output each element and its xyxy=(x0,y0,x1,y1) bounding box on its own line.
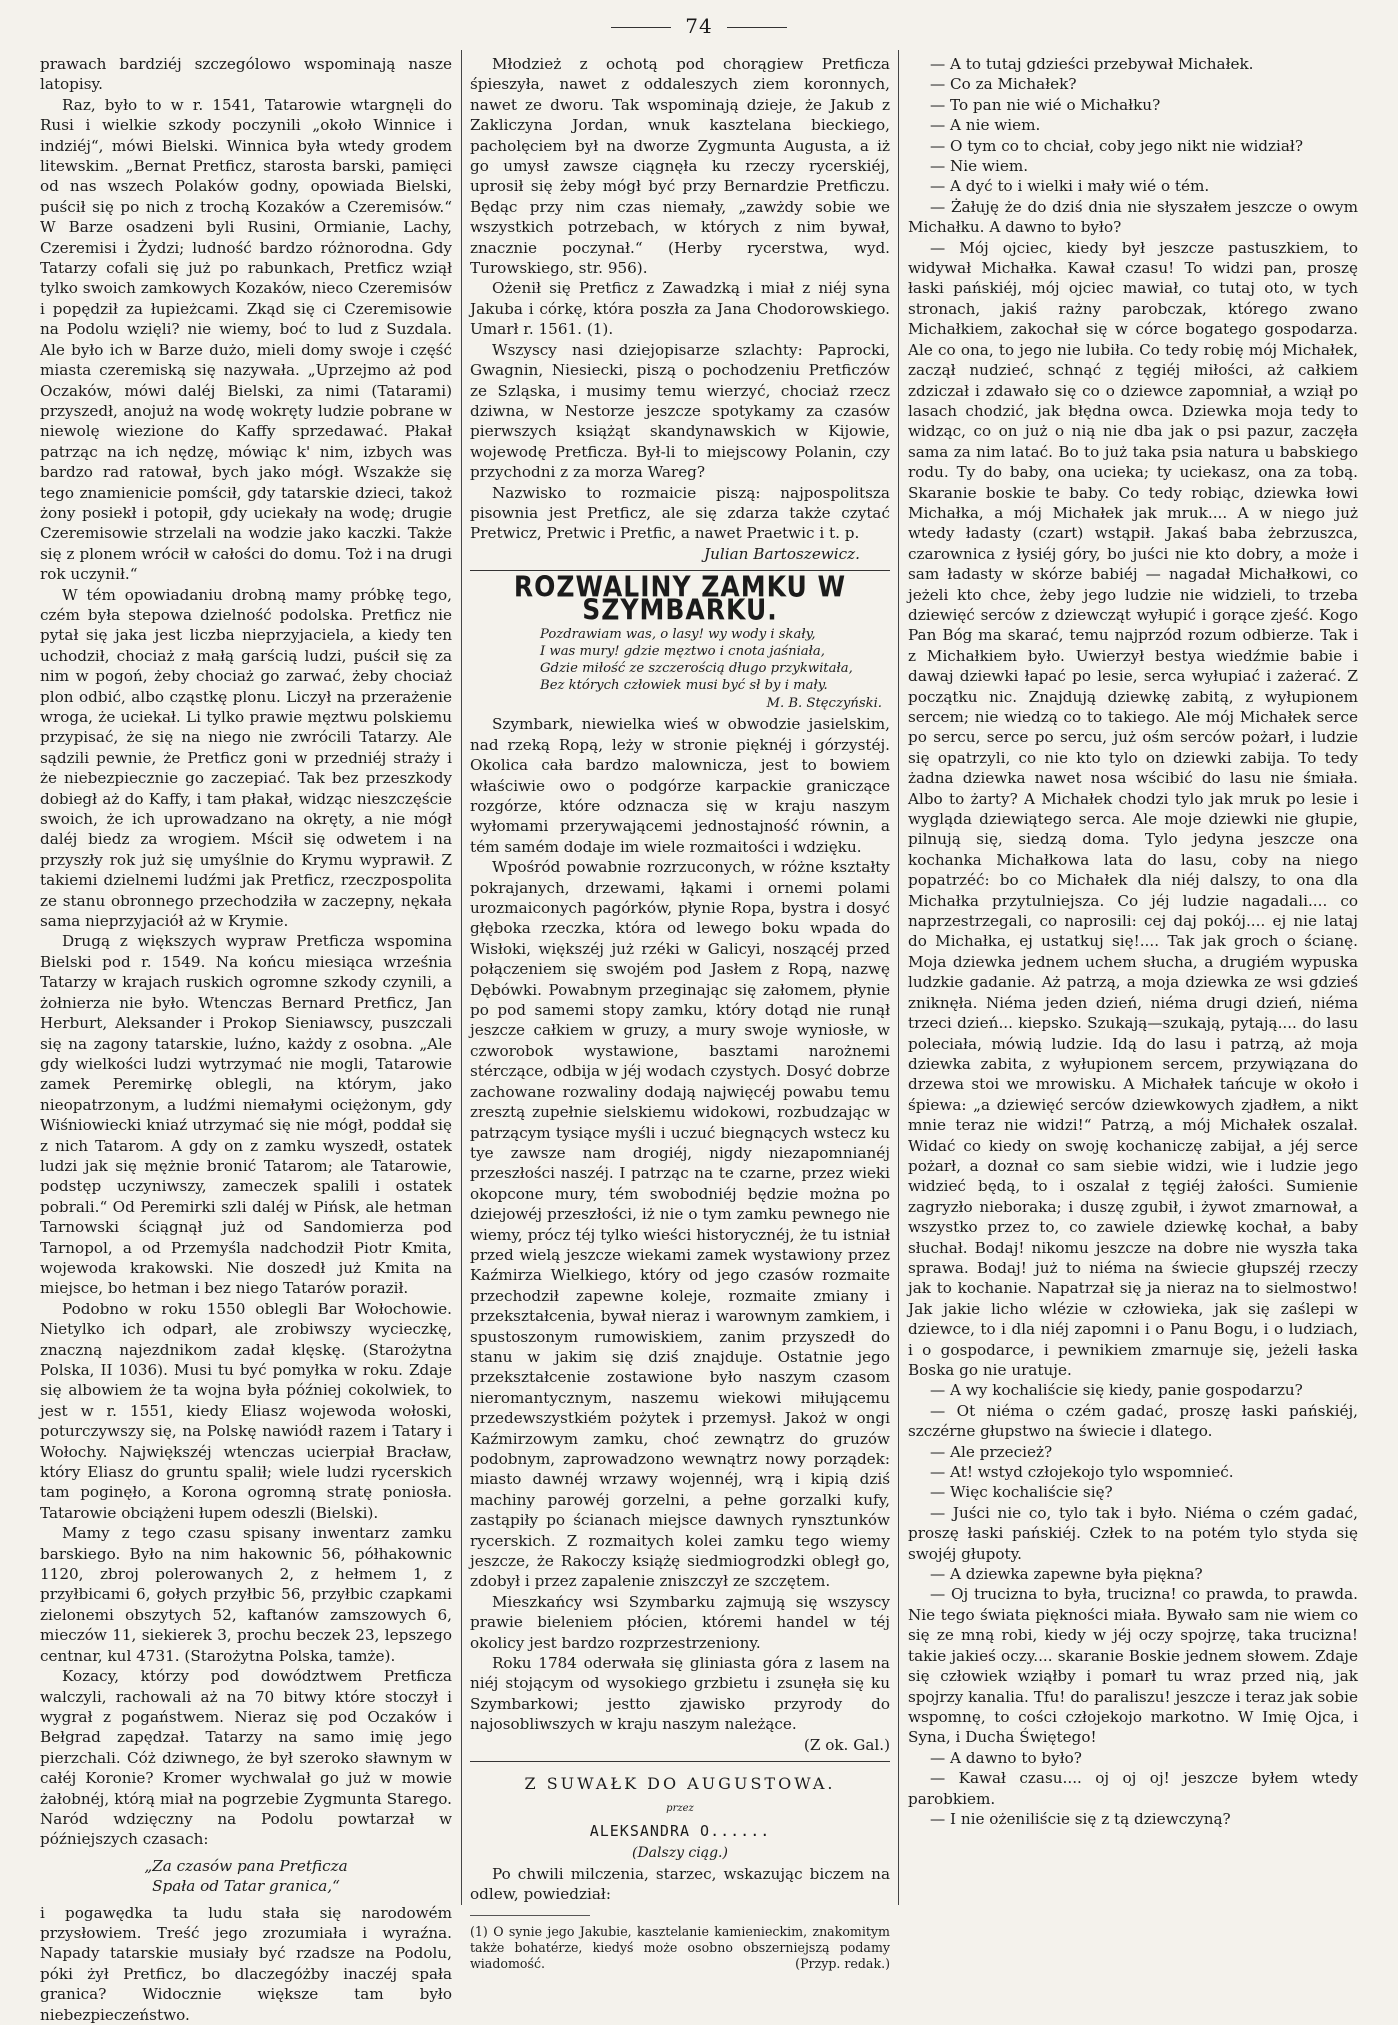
dialogue-line: — A dawno to było? xyxy=(930,1748,1082,1767)
paragraph: Po chwili milczenia, starzec, wskazując biczem na odlew, powiedział: xyxy=(470,1864,890,1904)
dialogue-line: — Juści nie co, tylo tak i było. Niéma o czém gadać, proszę łaski pańskiéj. Człek to na potém tylo styda się swojéj głupoty. xyxy=(908,1503,1358,1563)
paragraph: Wszyscy nasi dziejopisarze szlachty: Paprocki, Gwagnin, Niesiecki, piszą o pochodzeniu Pretficzów ze Szląska, i musimy temu wierzyć, chociaż rzecz dziwna, w Nestorze jeszcze spotykamy za czasów pierwszych książąt skandynawskich w Kijowie, wojewodę Pretficza. Był-li to miejscowy Polanin, czy przychodni z za morza Wareg? xyxy=(470,340,890,482)
dialogue-line: — A dziewka zapewne była piękna? xyxy=(930,1565,1203,1584)
continued-note: (Dalszy ciąg.) xyxy=(632,1845,728,1862)
dialogue-line: — A nie wiem. xyxy=(930,116,1041,135)
column-1 xyxy=(40,54,452,2024)
dialogue-line: — Co za Michałek? xyxy=(930,75,1077,94)
footnote-source: (Przyp. redak.) xyxy=(795,1955,890,1971)
paragraph-text: Roku 1784 oderwała się gliniasta góra z lasem na niéj stojącym od wysokiego grzbietu i zsunęła się ku Szymbarkowi; jestto zjawisko przyrody do najosobliwszych w kraju naszym należące. xyxy=(470,1654,890,1734)
column-3 xyxy=(908,54,1358,1904)
page-number xyxy=(0,14,1398,38)
footnote xyxy=(470,1924,890,1972)
verse xyxy=(40,1856,452,1897)
footnote-text: (1) O synie jego Jakubie, kasztelanie kamienieckim, znakomitym także bohatérze, kiedyś może osobno obszerniejszą podamy wiadomość. xyxy=(470,1923,890,1971)
dialogue-line: — I nie ożeniliście się z tą dziewczyną? xyxy=(930,1809,1231,1828)
motto-line: Bez których człowiek musi być sł by i mały. xyxy=(540,677,828,693)
paragraph: Raz, było to w r. 1541, Tatarowie wtargnęli do Rusi i wielkie szkody poczynili „około Winnice i indziéj“, mówi Bielski. Winnica była wtedy grodem litewskim. „Bernat Pretficz, starosta barski, pamięci od nas wszech Polaków godny, opowiada Bielski, puścił się po nich z trochą Kozaków a Czeremisów.“ W Barze osadzeni byli Rusini, Ormianie, Lachy, Czeremisi i Żydzi; ludność bardzo różnorodna. Gdy Tatarzy cofali się już po rabunkach, Pretficz wziął tylko swoich zamkowych Kozaków, nieco Czeremisów i popędził za łupieżcami. Zkąd się ci Czeremisowie na Podolu wzięli? nie wiemy, boć to lud z Suzdala. Ale było ich w Barze dużo, mieli domy swoje i część miasta czeremiską się nazywała. „Uprzejmo aż pod Oczaków, mówi daléj Bielski, za nimi (Tatarami) przyszedł, anojuż na wodę wokręty ludzie pobrane w niewolę wiezione do Kaffy sprzedawać. Płakał patrząc na ich nędzę, mówiąc k' nim, izbych was bardzo rad ratował, bych jako mógł. Wszakże się tego znamienicie pomścił, gdy tatarskie dzieci, takoż żony posiekł i potopił, gdy uciekały na wodę; drugie Czeremisowie strzelali na wodzie jako kaczki. Także się z plonem wrócił w całości do domu. Toż i na drugi rok uczynił.“ xyxy=(40,95,452,584)
byline-author: ALEKSANDRA O...... xyxy=(589,1821,771,1840)
motto xyxy=(540,626,890,694)
dialogue-line: — A to tutaj gdzieści przebywał Michałek. xyxy=(930,55,1254,73)
dialogue-line: — Ot niéma o czém gadać, proszę łaski pańskiéj, szczérne głupstwo na świecie i dlatego. xyxy=(908,1401,1358,1441)
motto-author: M. B. Stęczyński. xyxy=(766,695,882,711)
paragraph: Podobno w roku 1550 oblegli Bar Wołochowie. Nietylko ich odparł, ale zrobiwszy wycieczkę, znaczną najezdnikom zadał klęskę. (Starożytna Polska, II 1036). Musi tu być pomyłka w roku. Zdaje się albowiem że ta wojna była później cokolwiek, to jest w r. 1551, kiedy Eliasz wojewoda wołoski, poturczywszy się, na Polskę nawiódł razem i Tatary i Wołochy. Największéj wtenczas ucierpiał Bracław, który Eliasz do gruntu spalił; wiele ludzi rycerskich tam poginęło, a Korona ogromną stratę poniosła. Tatarowie obciążeni łupem odeszli (Bielski). xyxy=(40,1299,452,1522)
dialogue-line: — Żałuję że do dziś dnia nie słyszałem jeszcze o owym Michałku. A dawno to było? xyxy=(908,197,1358,237)
dialogue-line: — A dyć to i wielki i mały wié o tém. xyxy=(930,177,1210,196)
paragraph xyxy=(470,1653,890,1754)
dialogue-line: — At! wstyd człojekojo tylo wspomnieć. xyxy=(930,1463,1234,1482)
paragraph: prawach bardziéj szczególowo wspominają nasze latopisy. xyxy=(40,55,452,94)
paragraph: W tém opowiadaniu drobną mamy próbkę tego, czém była stepowa dzielność podolska. Pretficz nie pytał się jaka jest liczba nieprzyjaciela, a kiedy ten uchodził, chociaż z małą garścią ludzi, puścił się za nim w pogoń, żeby chociaż go zarwać, żeby chociaż plon odbić, albo cząstkę plonu. Liczył na przerażenie wroga, że uciekał. Li tylko prawie męztwu polskiemu przypisać, że się na niego nie zwrócili Tatarzy. Ale sądzili pewnie, że Pretficz goni w przedniéj straży i że niebezpiecznie go zaczepiać. Tak bez przeszkody dobiegł aż do Kaffy, i tam płakał, widząc nieszczęście swoich, że ich uprowadzano na okręty, a nie mógł daléj biedz za wrogiem. Mścił się odwetem i na przyszły rok już się umyślnie do Krymu wyprawił. Z takiemi dzielnemi ludźmi jak Pretficz, rzeczpospolita ze stanu obronnego przechodziła w zaczepny, nękała sama nieprzyjaciół aż w Krymie. xyxy=(40,585,452,931)
dialogue-line: — Nie wiem. xyxy=(930,157,1029,176)
dialogue-line: — Kawał czasu.... oj oj oj! jeszcze byłem wtedy parobkiem. xyxy=(908,1769,1358,1808)
article-signature: Julian Bartoszewicz. xyxy=(704,544,860,563)
footnote-rule xyxy=(470,1915,590,1916)
paragraph: Nazwisko to rozmaicie piszą: najpospolitsza pisownia jest Pretficz, ale się zdarza także czytać Pretwicz, Pretwic i Pretfic, a nawet Praetwic i t. p. xyxy=(470,483,890,543)
section-rule xyxy=(470,1761,890,1762)
dialogue-line: — Ale przecież? xyxy=(930,1442,1053,1461)
source-note: (Z ok. Gal.) xyxy=(803,1735,890,1754)
page-number-text: 74 xyxy=(685,14,713,38)
paragraph: Szymbark, niewielka wieś w obwodzie jasielskim, nad rzeką Ropą, leży w stronie pięknéj i górzystéj. Okolica cała bardzo malownicza, jest to bowiem właściwie owo o podgórze karpackie graniczące rozgórze, które odznacza się w kraju naszym wyłomami przerywającemi jednostajność równin, a tém samém dodaje im wiele rozmaitości i wdzięku. xyxy=(470,715,890,856)
page-number-rule-left xyxy=(611,27,671,28)
paragraph: Mieszkańcy wsi Szymbarku zajmują się wszyscy prawie bieleniem płócien, któremi handel w téj okolicy jest bardzo rozprzestrzeniony. xyxy=(470,1592,890,1652)
column-2 xyxy=(470,54,890,1971)
dialogue-line: — A wy kochaliście się kiedy, panie gospodarzu? xyxy=(930,1381,1303,1400)
paragraph: Kozacy, którzy pod dowództwem Pretficza walczyli, rachowali aż na 70 bitwy które stoczył i wygrał z pogaństwem. Nieraz się pod Oczaków i Bełgrad zapędzał. Tatarzy na samo imię jego pierzchali. Cóż dziwnego, że był szeroko sławnym w całéj Koronie? Kromer wychwalał go już w mowie żałobnéj, którą miał na pogrzebie Zygmunta Starego. Naród wdzięczny na Podolu powtarzał w późniejszych czasach: xyxy=(40,1667,452,1849)
column-divider xyxy=(461,50,462,1905)
column-divider xyxy=(898,50,899,1905)
article-heading: ROZWALINY ZAMKU W SZYMBARKU. xyxy=(513,570,847,628)
byline-przez: przez xyxy=(666,1802,694,1814)
dialogue-line: — O tym co to chciał, coby jego nikt nie widział? xyxy=(930,136,1303,155)
paragraph: i pogawędka ta ludu stała się narodowém przysłowiem. Treść jego zrozumiała i wyraźna. Napady tatarskie musiały być rzadsze na Podolu, póki żył Pretficz, bo dlaczegóżby inaczéj spała granica? Widocznie większe tam było niebezpieczeństwo. xyxy=(40,1903,452,2024)
page-number-rule-right xyxy=(727,27,787,28)
motto-line: Gdzie miłość ze szczerością długo przykwitała, xyxy=(540,660,853,676)
paragraph: Ożenił się Pretficz z Zawadzką i miał z niéj syna Jakuba i córkę, która poszła za Jana Chodorowskiego. Umarł r. 1561. (1). xyxy=(470,279,890,339)
paragraph: Młodzież z ochotą pod chorągiew Pretficza śpieszyła, nawet z oddaleszych ziem koronnych, nawet ze dworu. Tak wspominają dzieje, że Jakub z Zakliczyna Jordan, wnuk kasztelana bieckiego, pacholęciem był na dworze Zygmunta Augusta, a iż go umysł zawsze ciągnęła ku rzeczy rycerskiéj, uprosił się żeby mógł być przy Bernardzie Pretficzu. Będąc przy nim czas niemały, „zawżdy sobie we wszystkich potrzebach, w których z nim bywał, znacznie poczynał.“ (Herby rycerstwa, wyd. Turowskiego, str. 956). xyxy=(470,55,890,278)
paragraph: Wpośród powabnie rozrzuconych, w różne kształty pokrajanych, drzewami, łąkami i ornemi polami urozmaiconych pagórków, płynie Ropa, bystra i dosyć głęboka rzeczka, która od lewego boku wpada do Wisłoki, większéj już rzéki w Galicyi, noszącéj przed połączeniem się swojém pod Jasłem z Ropą, nazwę Dębówki. Powabnym przeginając się załomem, płynie po pod samemi stopy zamku, który dotąd nie runął jeszcze całkiem w gruzy, a mury swoje wyniosłe, w czworobok wystawione, basztami narożnemi stérczące, odbija w jéj wodach czystych. Dosyć dobrze zachowane rozwaliny dodają najwięcéj powabu temu zresztą zupełnie sielskiemu widokowi, rozbudzając w patrzącym tysiące myśli i uczuć biegnących wstecz ku tye zawsze nam drogiéj, nigdy niezapomnianéj przeszłości naszéj. I patrząc na te czarne, przez wieki okopcone mury, tém swobodniéj będzie można po dziejowéj przeszłości, iż nie o tym zamku pewnego nie wiemy, prócz téj tylko wieści historycznéj, że tu istniał przed wielą jeszcze wiekami zamek wystawiony przez Kaźmirza Wielkiego, który od jego czasów rozmaite przechodził zapewne koleje, rozmaite zmiany i przekształcenia, bywał nieraz i warownym zamkiem, i spustoszonym rumowiskiem, zanim przyszedł do stanu w jakim się dziś znajduje. Ostatnie jego przekształcenie zostawione było naszym czasom nieromantycznym, naszemu wiekowi miłującemu przedewszystkiém pożytek i przemysł. Jakoż w ongi Kaźmirzowym zamku, choć zewnątrz do gruzów podobnym, zaprowadzono wewnątrz nowy porządek: miasto dawnéj wrzawy wojennéj, wrą i kipią dziś machiny parowéj gorzelni, a pełne gorzalki kufy, zastąpiły po ścianach miejsce dawnych rynsztunków rycerskich. Z rozmaitych kolei zamku tego wiemy jeszcze, że Rakoczy książę siedmiogrodzki obległ go, zdobył i przez zapalenie zniszczył ze szczętem. xyxy=(470,858,890,1591)
verse-line: Spała od Tatar granica,“ xyxy=(152,1877,340,1896)
paragraph: Mamy z tego czasu spisany inwentarz zamku barskiego. Było na nim hakownic 56, półhakownic 1120, zbroj polerowanych 2, z hełmem 1, z przyłbicami 6, gołych przyłbic 56, przyłbic czapkami zielonemi obszytych 52, kaftanów zamszowych 6, mieczów 11, siekierek 3, prochu beczek 23, lepszego centnar, kul 4731. (Starożytna Polska, tamże). xyxy=(40,1524,452,1665)
dialogue-line: — Mój ojciec, kiedy był jeszcze pastuszkiem, to widywał Michałka. Kawał czasu! To widzi pan, proszę łaski pańskiéj, mój ojciec mawiał, co tutaj oto, w tych stronach, jakiś rażny parobczak, którego zwano Michałkiem, zakochał się w córce bogatego gospodarza. Ale co ona, to jego nie lubiła. Co tedy robię mój Michałek, zaczął nudzieć, schnąć z tęgiéj miłości, aż całkiem zdziczał i zdawało się co o dziewce zapomniał, a wziął po lasach chodzić, jak błędna owca. Dziewka moja tedy to widząc, co on już o nią nie dba jak o psi pazur, zaczęła sama za nim latać. Bo to już taka psia natura u babskiego rodu. Ty do baby, ona ucieka; ty uciekasz, ona za tobą. Skaranie boskie te baby. Co tedy robiąc, dziewka łowi Michałka, a mój Michałek jak mruk.... A w niego już wtedy ładasty (czart) wstąpił. Jakaś baba żebrzuszca, czarownica z łysiéj góry, bo juści nie kto dobry, a może i sam ładasty w skórze babiéj — nagadał Michałkowi, co jeżeli kto chce, żeby jego ludzie nie widzieli, to trzeba dziewięć serców z dziewcząt wyłupić i gorące zjeść. Kogo Pan Bóg ma skarać, temu najprzód rozum odbierze. Tak i z Michałkiem było. Uwierzył bestya wiedźmie babie i dawaj dziewki łapać po lesie, serca wyłupiać i zażerać. Z początku nic. Znajdują dziewkę zabitą, z wyłupionem sercem; nie wiedzą co to takiego. Ale mój Michałek serce po sercu, serce po sercu, już ośm serców pożarł, i ludzie się opatrzyli, co nie kto tylo on dziewki zabija. To tedy żadna dziewka nawet nosa wścibić do lasu nie śmiała. Albo to żarty? A Michałek chodzi tylo jak mruk po lesie i wygląda dziewiątego serca. Ale moje dziewki nie głupie, pilnują się, siedzą doma. Tylo jedyna jeszcze ona kochanka Michałkowa lata do lasu, coby na niego popatrzéć: bo co Michałek dla niéj dalszy, to ona dla Michałka przytulniejsza. Co jéj ludzie nagadali.... co naprzestrzegali, co naprosili: cej daj pokój.... ej nie lataj do Michałka, ej ustatkuj się!.... Tak jak groch o ścianę. Moja dziewka jednem uchem słucha, a drugiém wypuska ludzkie gadanie. Aż patrzą, a moja dziewka ze wsi gdzieś zniknęła. Niéma jeden dzień, niéma drugi dzień, niéma trzeci dzień... kiepsko. Szukają—szukają, pytają.... do lasu poleciała, mówią ludzie. Idą do lasu i patrzą, aż moja dziewka zabita, z wyłupionem sercem, przywiązana do drzewa stoi we mrowisku. A Michałek tańcuje w około i śpiewa: „a dziewięć serców dziewkowych zjadłem, a nikt mnie teraz nie widzi!“ Patrzą, a mój Michałek oszalał. Widać co kiedy on swoję kochaniczę zabijał, a jéj serce pożarł, a doznał co sam siebie widzi, wie i ludzie jego widzieć będą, to i oszalał z tęgiéj żałości. Sumienie zagryzło nieboraka; i duszę zgubił, i żywot zmarnował, a wszystko przez to, co zawiele dziewkę kochał, a baby słuchał. Bodaj! nikomu jeszcze na dobre nie wyszła taka sprawa. Bodaj! już to niéma na świecie głupszéj rzeczy jak to kochanie. Napatrzał się ja nieraz na to sielmostwo! Jak jakie licho wlézie w człowieka, jak się zaślepi w dziewce, to i dla niéj zapomni i o Panu Bogu, i o ludziach, i o gospodarce, i pewnikiem zmarnuje się, jeżeli łaska Boska go nie uratuje. xyxy=(908,238,1358,1379)
motto-line: I was mury! gdzie męztwo i cnota jaśniała, xyxy=(540,643,825,659)
story-heading: Z SUWAŁK DO AUGUSTOWA. xyxy=(524,1774,836,1794)
paragraph: Drugą z większych wypraw Pretficza wspomina Bielski pod r. 1549. Na końcu miesiąca września Tatarzy w krajach ruskich ogromne szkody czynili, a żołnierza nie było. Wtenczas Bernard Pretficz, Jan Herburt, Aleksander i Prokop Sieniawscy, puszczali się na zagony tatarskie, luźno, każdy z osobna. „Ale gdy wielkości ludzi wytrzymać nie mogli, Tatarowie zamek Peremirkę oblegli, na którym, jako nieopatrzonym, a ludźmi niemałymi ociężonym, gdy Wiśniowiecki kniaź utrzymać się nie mógł, poddał się z nich Tatarom. A gdy on z zamku wyszedł, ostatek ludzi jak się mężnie bronić Tatarom; ale Tatarowie, podstęp uczyniwszy, zameczek spalili i ostatek pobrali.“ Od Peremirki szli daléj w Pińsk, ale hetman Tarnowski ściągnął już od Sandomierza pod Tarnopol, a od Przemyśla nadchodził Piotr Kmita, wojewoda krakowski. Nie doszedł już Kmita na miejsce, bo hetman i bez niego Tatarów poraził. xyxy=(40,932,452,1298)
verse-line: „Za czasów pana Pretficza xyxy=(144,1856,348,1875)
dialogue-line: — Oj trucizna to była, trucizna! co prawda, to prawda. Nie tego świata piękności miała. Bywało sam nie wiem co się ze mną robi, kiedy w jéj oczy spojrzę, taka trucizna! takie jakieś oczy.... skaranie Boskie jednem słowem. Zdaje się człowiek wziąłby i pomarł tu wraz przed nią, jak spojrzy kanalia. Tfu! do paraliszu! jeszcze i teraz jak sobie wspomnę, to cości człojekojo markotno. W Imię Ojca, i Syna, i Ducha Świętego! xyxy=(908,1585,1358,1747)
dialogue-line: — To pan nie wié o Michałku? xyxy=(930,95,1161,114)
motto-line: Pozdrawiam was, o lasy! wy wody i skały, xyxy=(540,626,816,642)
dialogue-line: — Więc kochaliście się? xyxy=(930,1483,1113,1502)
